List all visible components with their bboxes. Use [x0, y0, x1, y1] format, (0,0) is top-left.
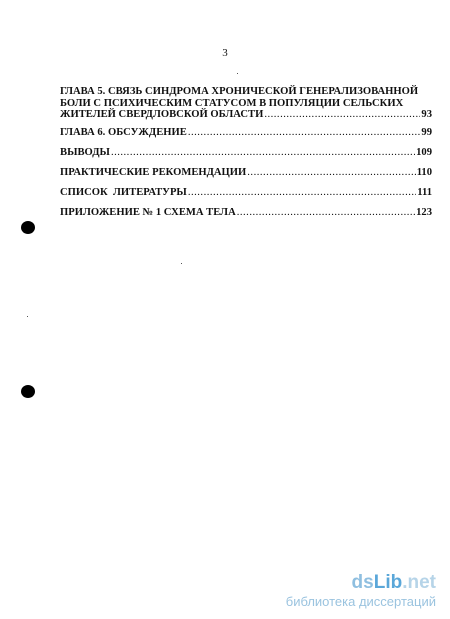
watermark-logo-ds: ds	[351, 572, 374, 593]
scan-speck	[27, 316, 28, 317]
toc-page-number: 93	[421, 109, 432, 121]
toc-dot-leader	[237, 207, 415, 219]
toc-dot-leader	[111, 147, 415, 159]
toc-entry-references	[60, 187, 432, 199]
toc-page-number: 111	[417, 187, 432, 199]
toc-entry-chapter-6	[60, 127, 432, 139]
toc-entry-recommendations	[60, 167, 432, 179]
toc-entry-title: СПИСОК ЛИТЕРАТУРЫ	[60, 187, 187, 199]
toc-page-number: 123	[416, 207, 432, 219]
toc-page-number: 110	[416, 166, 432, 178]
hole-punch-mark	[21, 385, 35, 398]
table-of-contents	[60, 86, 432, 219]
watermark-logo	[286, 573, 436, 593]
watermark	[286, 573, 436, 609]
hole-punch-mark	[21, 221, 35, 234]
toc-entry-title: ГЛАВА 6. ОБСУЖДЕНИЕ	[60, 126, 187, 138]
toc-page-number: 109	[416, 146, 432, 158]
scan-speck	[237, 73, 238, 74]
toc-page-number: 99	[421, 126, 432, 138]
toc-dot-leader	[247, 167, 415, 179]
toc-entry-text-line: БОЛИ С ПСИХИЧЕСКИМ СТАТУСОМ В ПОПУЛЯЦИИ СЕЛЬСКИХ	[60, 97, 404, 109]
watermark-logo-lib: Lib	[373, 572, 403, 593]
watermark-logo-net: .net	[402, 572, 436, 593]
toc-entry-text-line: ГЛАВА 5. СВЯЗЬ СИНДРОМА ХРОНИЧЕСКОЙ ГЕНЕРАЛИЗОВАННОЙ	[60, 86, 419, 97]
toc-entry-text-line: ЖИТЕЛЕЙ СВЕРДЛОВСКОЙ ОБЛАСТИ	[60, 109, 264, 121]
page-number: 3	[222, 47, 228, 59]
toc-dot-leader	[264, 109, 420, 121]
toc-entry-title: ПРАКТИЧЕСКИЕ РЕКОМЕНДАЦИИ	[60, 166, 247, 178]
toc-entry-chapter-5	[60, 86, 432, 121]
toc-dot-leader	[188, 127, 421, 139]
scan-speck	[181, 263, 182, 264]
toc-entry-title: ПРИЛОЖЕНИЕ № 1 СХЕМА ТЕЛА	[60, 207, 236, 219]
watermark-tagline: библиотека диссертаций	[285, 594, 436, 609]
toc-entry-appendix	[60, 207, 432, 219]
toc-dot-leader	[188, 187, 416, 199]
toc-entry-conclusions	[60, 147, 432, 159]
toc-entry-title: ВЫВОДЫ	[60, 146, 110, 158]
